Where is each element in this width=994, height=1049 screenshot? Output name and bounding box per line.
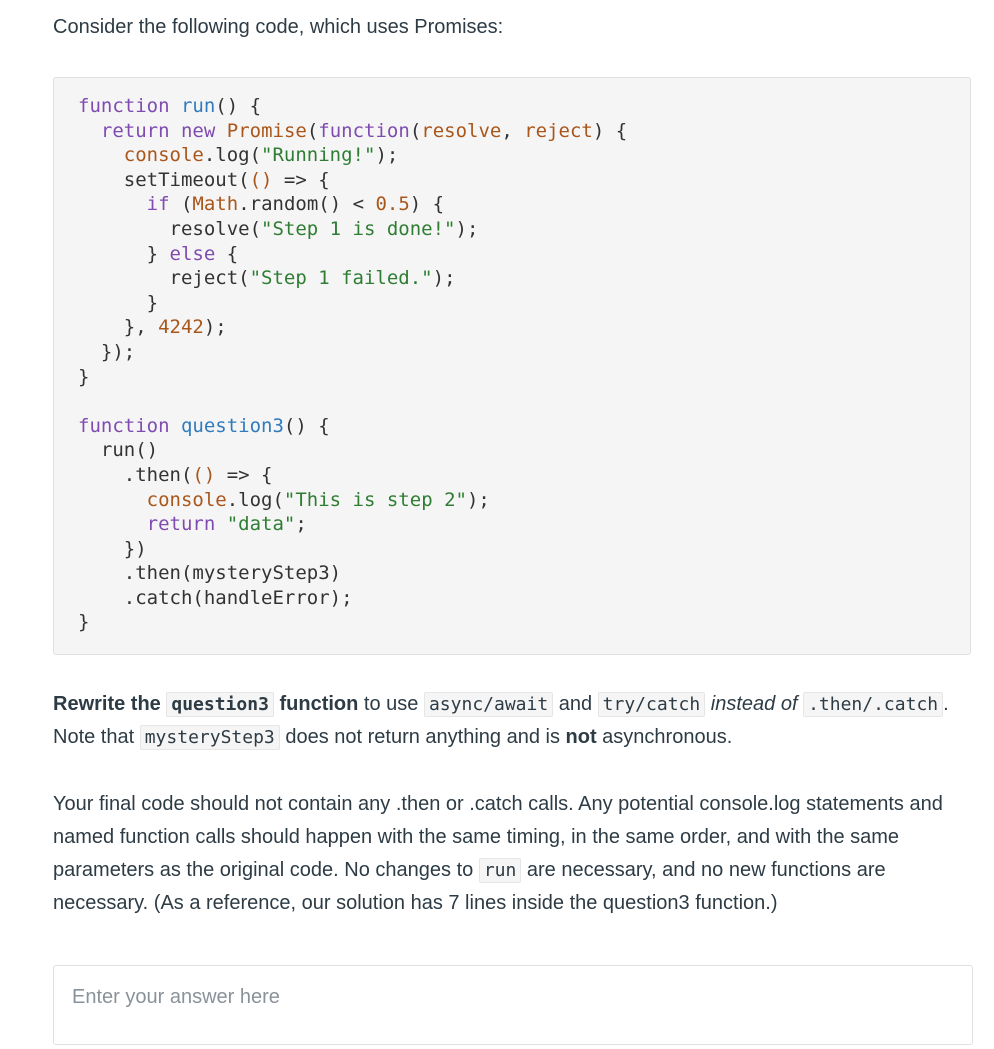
question-note-that: . Note that — [53, 693, 949, 748]
code-line-8: reject("Step 1 failed."); — [78, 267, 456, 290]
code-line-1: function run() { — [78, 95, 262, 117]
code-line-12: } — [78, 365, 90, 388]
question-instead-of: instead of — [710, 693, 798, 715]
code-line-18: return "data"; — [146, 513, 307, 536]
answer-input[interactable] — [54, 966, 972, 1044]
instructions-text — [53, 788, 963, 920]
code-line-22: } — [78, 611, 90, 634]
code-line-3: console.log("Running!"); — [123, 144, 399, 167]
question-text — [53, 688, 973, 754]
answer-box[interactable] — [53, 965, 973, 1045]
code-line-7: } else { — [78, 242, 239, 265]
code-line-2: return new Promise(function(resolve, reject) { — [100, 119, 628, 142]
code-line-9: } — [78, 291, 159, 314]
question-try-catch: try/catch — [598, 692, 706, 717]
code-line-17: console.log("This is step 2"); — [146, 488, 490, 511]
code-block — [53, 77, 971, 655]
question-bold-rewrite: Rewrite the — [53, 693, 161, 715]
question-fn-name: question3 — [166, 692, 274, 717]
code-line-20: .then(mysteryStep3) — [78, 562, 342, 585]
question-asynchronous: asynchronous. — [596, 726, 733, 748]
question-and: and — [553, 693, 598, 715]
intro-text: Consider the following code, which uses Promises: — [53, 16, 504, 38]
question-to-use: to use — [358, 693, 424, 715]
code-line-6: resolve("Step 1 is done!"); — [78, 217, 479, 240]
code-listing — [78, 94, 627, 635]
code-line-19: }) — [78, 537, 147, 560]
question-bold-function: function — [279, 693, 359, 715]
code-line-5: if (Math.random() < 0.5) { — [146, 193, 445, 216]
instructions-run-code: run — [479, 858, 522, 883]
instructions-part1: Your final code should not contain any .then or .catch calls. Any potential console.log statements and named function calls should happen with the same timing, in the same order, and with the same parameters as the original code. No changes to — [53, 793, 943, 881]
instructions-part2: are necessary, and no new functions are necessary. (As a reference, our solution has 7 lines inside the question3 function.) — [53, 859, 886, 914]
question-async-await: async/await — [424, 692, 553, 717]
question-mystery: mysteryStep3 — [140, 725, 280, 750]
code-line-16: .then(() => { — [78, 463, 273, 486]
code-line-10: }, 4242); — [78, 316, 227, 339]
code-line-4: setTimeout(() => { — [78, 168, 330, 191]
code-line-14: function question3() { — [78, 414, 330, 437]
code-line-15: run() — [78, 439, 159, 462]
question-not: not — [565, 726, 597, 748]
code-line-21: .catch(handleError); — [78, 586, 353, 609]
question-does-not-return: does not return anything and is — [279, 726, 566, 748]
code-line-11: }); — [78, 340, 136, 363]
question-then-catch: .then/.catch — [803, 692, 943, 717]
